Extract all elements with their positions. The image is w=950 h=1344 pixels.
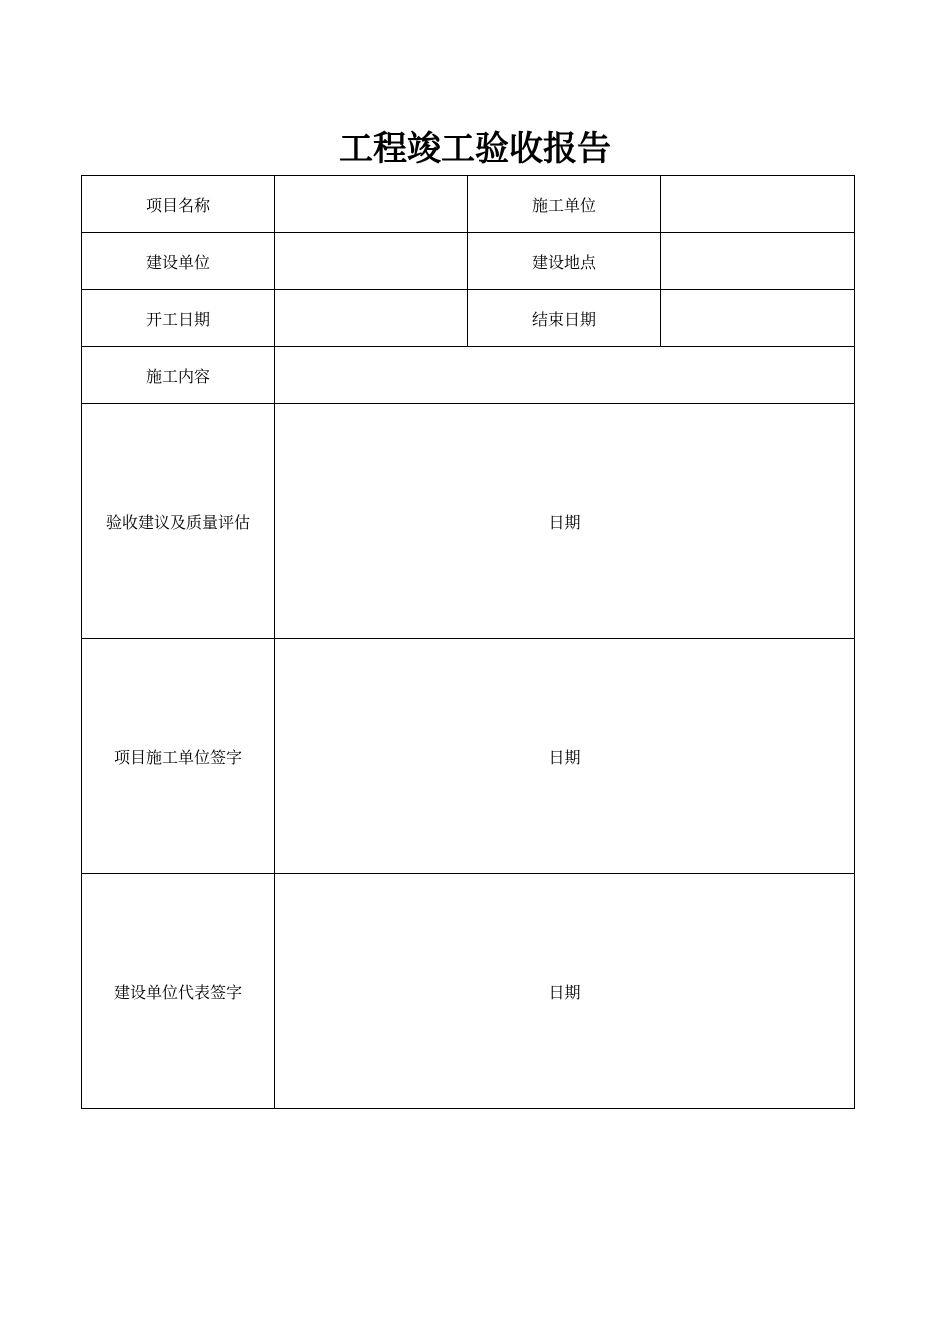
acceptance-advice-date-label: 日期 [275, 404, 855, 639]
contractor-signature-date-label: 日期 [275, 639, 855, 874]
table-row [82, 290, 855, 347]
contractor-signature-label: 项目施工单位签字 [82, 639, 275, 874]
table-row [82, 404, 855, 639]
end-date-label: 结束日期 [468, 290, 661, 347]
owner-unit-label: 建设单位 [82, 233, 275, 290]
project-name-label: 项目名称 [82, 176, 275, 233]
construction-unit-field[interactable] [661, 176, 855, 233]
construction-site-label: 建设地点 [468, 233, 661, 290]
start-date-field[interactable] [275, 290, 468, 347]
acceptance-advice-label: 验收建议及质量评估 [82, 404, 275, 639]
project-name-field[interactable] [275, 176, 468, 233]
table-row [82, 233, 855, 290]
construction-site-field[interactable] [661, 233, 855, 290]
page-title: 工程竣工验收报告 [339, 129, 611, 169]
end-date-field[interactable] [661, 290, 855, 347]
construction-content-field[interactable] [275, 347, 855, 404]
table-row [82, 639, 855, 874]
construction-unit-label: 施工单位 [468, 176, 661, 233]
construction-content-label: 施工内容 [82, 347, 275, 404]
owner-unit-field[interactable] [275, 233, 468, 290]
owner-representative-signature-label: 建设单位代表签字 [82, 874, 275, 1109]
table-row [82, 347, 855, 404]
table-row [82, 874, 855, 1109]
owner-representative-signature-date-label: 日期 [275, 874, 855, 1109]
start-date-label: 开工日期 [82, 290, 275, 347]
table-row [82, 176, 855, 233]
acceptance-report-table [81, 175, 855, 1109]
